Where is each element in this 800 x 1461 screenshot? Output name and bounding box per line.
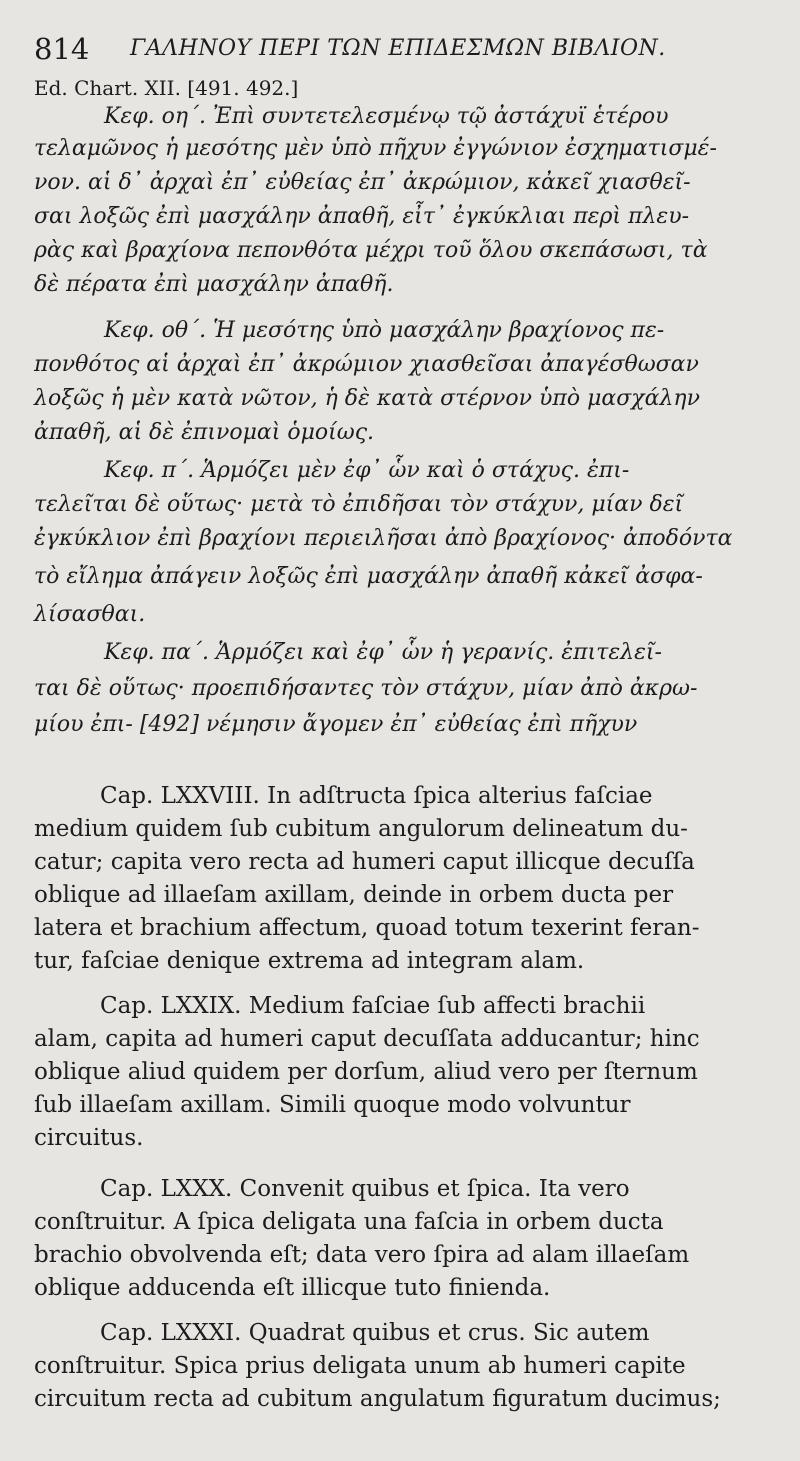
- text-line: ſub illaeſam axillam. Simili quoque modo volvuntur: [34, 1092, 631, 1118]
- text-line: brachio obvolvenda eſt; data vero ſpira ad alam illaeſam: [34, 1242, 690, 1268]
- text-line: δὲ πέρατα ἐπὶ μασχάλην ἀπαθῆ.: [34, 272, 394, 297]
- text-line: λοξῶς ἡ μὲν κατὰ νῶτον, ἡ δὲ κατὰ στέρνον ὑπὸ μασχάλην: [34, 386, 700, 411]
- text-line: alam, capita ad humeri caput decuſſata adducantur; hinc: [34, 1026, 700, 1052]
- text-line: Cap. LXXIX. Medium faſciae ſub affecti brachii: [100, 993, 646, 1019]
- text-line: catur; capita vero recta ad humeri caput illicque decuſſa: [34, 849, 695, 875]
- text-line: conſtruitur. A ſpica deligata una faſcia in orbem ducta: [34, 1209, 664, 1235]
- text-line: Cap. LXXXI. Quadrat quibus et crus. Sic autem: [100, 1320, 650, 1346]
- text-line: tur, faſciae denique extrema ad integram alam.: [34, 948, 585, 974]
- text-line: ἐγκύκλιον ἐπὶ βραχίονι περιειλῆσαι ἀπὸ βραχίονος· ἀποδόντα: [34, 526, 733, 551]
- text-line: ται δὲ οὕτως· προεπιδήσαντες τὸν στάχυν, μίαν ἀπὸ ἀκρω-: [34, 676, 698, 701]
- text-line: μίου ἐπι- [492] νέμησιν ἄγομεν ἐπ᾽ εὐθείας ἐπὶ πῆχυν: [34, 712, 638, 737]
- text-line: ἀπαθῆ, αἱ δὲ ἐπινομαὶ ὁμοίως.: [34, 420, 375, 445]
- text-line: τελαμῶνος ἡ μεσότης μὲν ὑπὸ πῆχυν ἐγγώνιον ἐσχηματισμέ-: [34, 136, 717, 161]
- text-line: oblique aliud quidem per dorſum, aliud vero per ſternum: [34, 1059, 698, 1085]
- running-title: ΓΑΛΗΝΟΥ ΠΕΡΙ ΤΩΝ ΕΠΙΔΕΣΜΩΝ ΒΙΒΛΙΟΝ.: [130, 36, 666, 61]
- text-line: Cap. LXXX. Convenit quibus et ſpica. Ita vero: [100, 1176, 630, 1202]
- edition-line: Ed. Chart. XII. [491. 492.]: [34, 76, 299, 100]
- text-line: medium quidem ſub cubitum angulorum delineatum du-: [34, 816, 688, 842]
- text-line: Cap. LXXVIII. In adſtructa ſpica alterius faſciae: [100, 783, 653, 809]
- text-line: Κεφ. πα΄. Ἁρμόζει καὶ ἐφ᾽ ὧν ἡ γερανίς. ἐπιτελεῖ-: [104, 640, 662, 665]
- text-line: circuitus.: [34, 1125, 144, 1151]
- text-line: conſtruitur. Spica prius deligata unum ab humeri capite: [34, 1353, 686, 1379]
- text-line: Κεφ. π΄. Ἁρμόζει μὲν ἐφ᾽ ὧν καὶ ὁ στάχυς. ἐπι-: [104, 458, 630, 483]
- text-line: ρὰς καὶ βραχίονα πεπονθότα μέχρι τοῦ ὅλου σκεπάσωσι, τὰ: [34, 238, 708, 263]
- text-line: πονθότος αἱ ἀρχαὶ ἐπ᾽ ἀκρώμιον χιασθεῖσαι ἀπαγέσθωσαν: [34, 352, 699, 377]
- text-line: τὸ εἴλημα ἀπάγειν λοξῶς ἐπὶ μασχάλην ἀπαθῆ κἀκεῖ ἀσφα-: [34, 564, 703, 589]
- text-line: circuitum recta ad cubitum angulatum figuratum ducimus;: [34, 1386, 721, 1412]
- text-line: σαι λοξῶς ἐπὶ μασχάλην ἀπαθῆ, εἶτ᾽ ἐγκύκλιαι περὶ πλευ-: [34, 204, 690, 229]
- text-line: Κεφ. οη΄. Ἐπὶ συντετελεσμένῳ τῷ ἀστάχυϊ ἑτέρου: [104, 104, 669, 129]
- text-line: Κεφ. οθ΄. Ἡ μεσότης ὑπὸ μασχάλην βραχίονος πε-: [104, 318, 665, 343]
- page-header: [34, 32, 764, 72]
- page-number: 814: [34, 32, 90, 66]
- text-line: oblique ad illaeſam axillam, deinde in orbem ducta per: [34, 882, 674, 908]
- text-line: τελεῖται δὲ οὕτως· μετὰ τὸ ἐπιδῆσαι τὸν στάχυν, μίαν δεῖ: [34, 492, 684, 517]
- text-line: latera et brachium affectum, quoad totum texerint feran-: [34, 915, 700, 941]
- text-line: oblique adducenda eſt illicque tuto finienda.: [34, 1275, 551, 1301]
- text-line: λίσασθαι.: [34, 602, 146, 627]
- text-line: νον. αἱ δ᾽ ἀρχαὶ ἐπ᾽ εὐθείας ἐπ᾽ ἀκρώμιον, κἀκεῖ χιασθεῖ-: [34, 170, 691, 195]
